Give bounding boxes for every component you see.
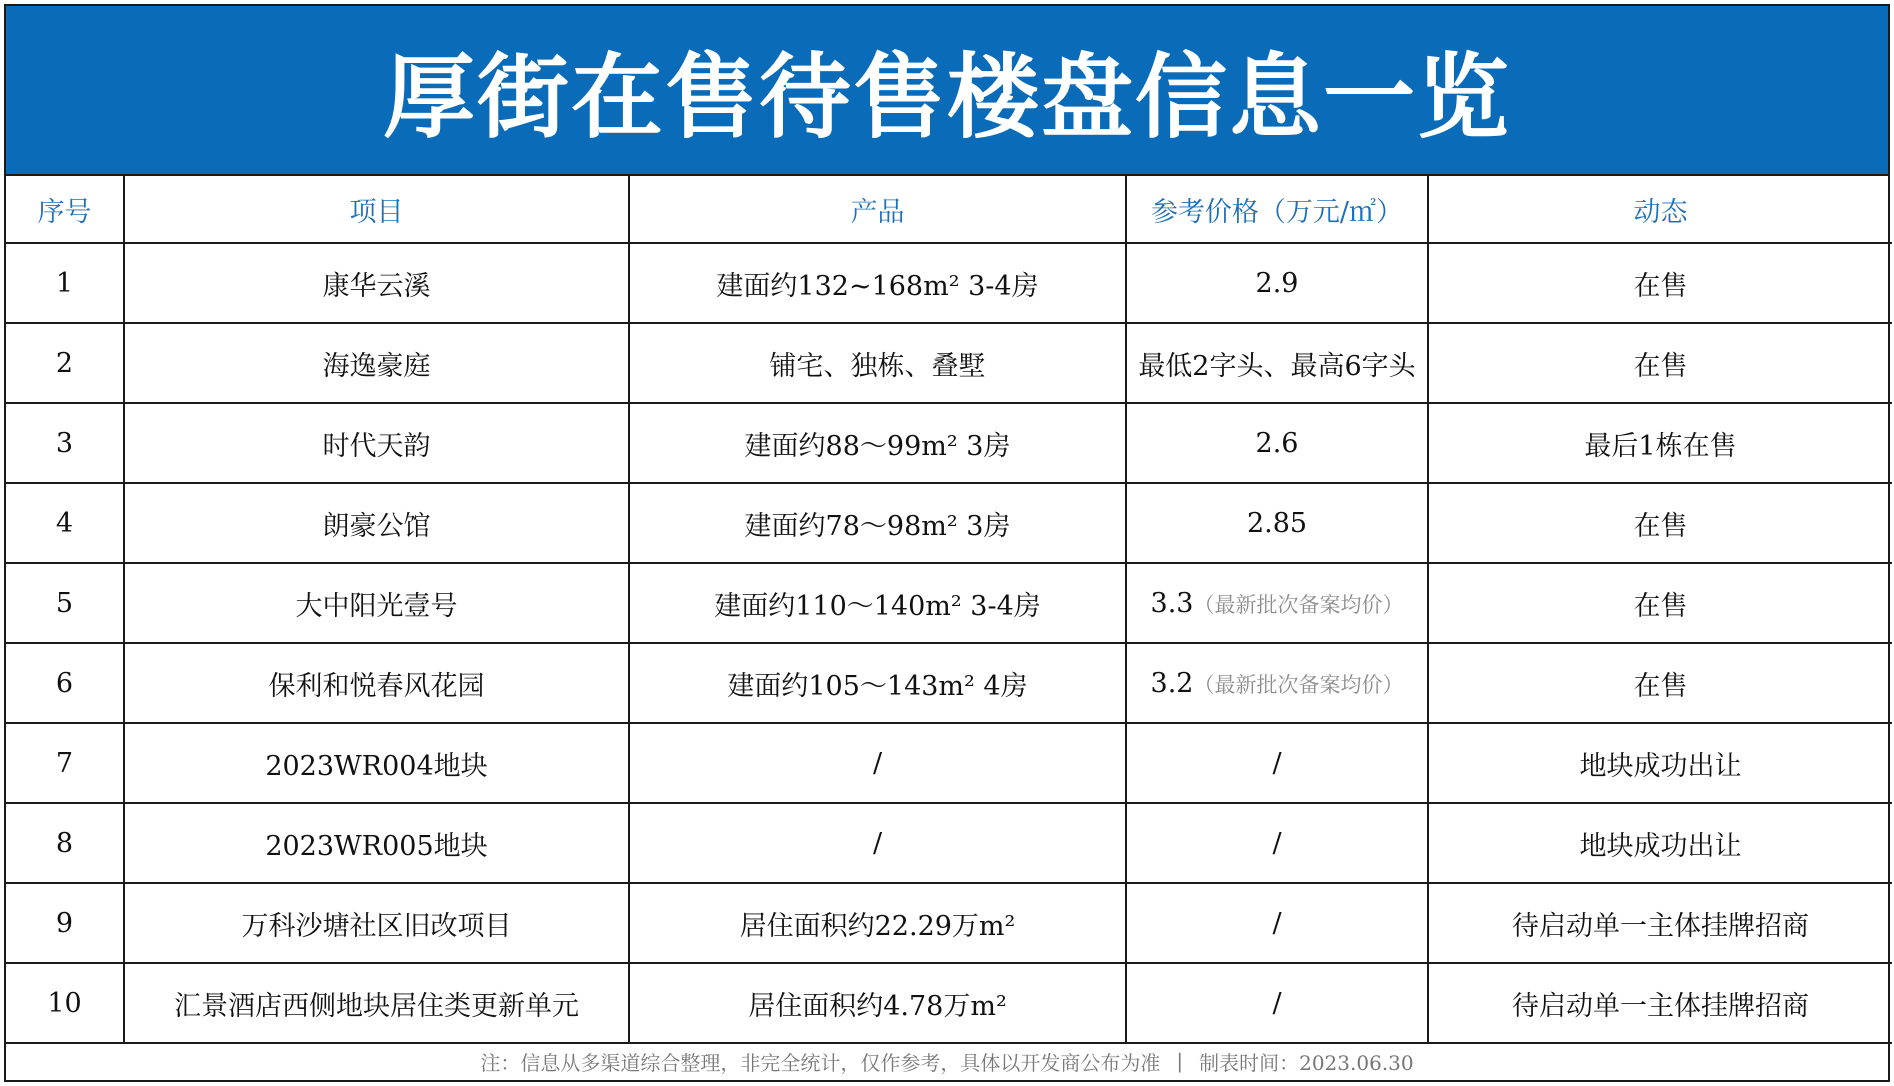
cell-status: 在售 — [1428, 243, 1892, 323]
price-value: 2.9 — [1255, 267, 1299, 299]
cell-price — [1126, 723, 1428, 803]
price-value: / — [1272, 747, 1282, 779]
cell-index: 3 — [6, 403, 124, 483]
cell-project: 汇景酒店西侧地块居住类更新单元 — [124, 963, 629, 1043]
price-value: 3.3 — [1150, 587, 1194, 619]
cell-index: 7 — [6, 723, 124, 803]
cell-price — [1126, 643, 1428, 723]
cell-index: 5 — [6, 563, 124, 643]
listing-table — [6, 176, 1892, 1044]
price-note: （最新批次备案均价） — [1193, 672, 1404, 697]
table-header-row — [6, 176, 1892, 243]
cell-status: 在售 — [1428, 563, 1892, 643]
footer-note — [6, 1042, 1888, 1080]
cell-index: 2 — [6, 323, 124, 403]
cell-price — [1126, 963, 1428, 1043]
cell-price — [1126, 483, 1428, 563]
cell-status: 地块成功出让 — [1428, 803, 1892, 883]
table-row — [6, 483, 1892, 563]
cell-project: 保利和悦春风花园 — [124, 643, 629, 723]
cell-project: 海逸豪庭 — [124, 323, 629, 403]
cell-index: 8 — [6, 803, 124, 883]
cell-price — [1126, 243, 1428, 323]
title-banner — [6, 6, 1888, 176]
price-value: 2.6 — [1255, 427, 1299, 459]
cell-index: 4 — [6, 483, 124, 563]
cell-product: 建面约132~168m² 3-4房 — [629, 243, 1126, 323]
cell-status: 在售 — [1428, 483, 1892, 563]
cell-status: 在售 — [1428, 323, 1892, 403]
footer-disclaimer: 注：信息从多渠道综合整理，非完全统计，仅作参考，具体以开发商公布为准 — [480, 1050, 1161, 1075]
listing-sheet — [4, 4, 1890, 1082]
cell-index: 9 — [6, 883, 124, 963]
cell-price — [1126, 403, 1428, 483]
header-price: 参考价格（万元/㎡） — [1126, 176, 1428, 243]
page-title: 厚街在售待售楼盘信息一览 — [382, 43, 1511, 151]
price-value: 最低2字头、最高6字头 — [1138, 350, 1416, 382]
cell-project: 2023WR005地块 — [124, 803, 629, 883]
cell-index: 1 — [6, 243, 124, 323]
cell-status: 在售 — [1428, 643, 1892, 723]
header-status: 动态 — [1428, 176, 1892, 243]
cell-project: 时代天韵 — [124, 403, 629, 483]
cell-product: 建面约78～98m² 3房 — [629, 483, 1126, 563]
cell-product: 建面约105～143m² 4房 — [629, 643, 1126, 723]
footer-separator: | — [1176, 1049, 1184, 1073]
header-project: 项目 — [124, 176, 629, 243]
cell-project: 万科沙塘社区旧改项目 — [124, 883, 629, 963]
cell-product: / — [629, 723, 1126, 803]
table-row — [6, 883, 1892, 963]
cell-status: 待启动单一主体挂牌招商 — [1428, 883, 1892, 963]
table-row — [6, 963, 1892, 1043]
cell-product: 居住面积约4.78万m² — [629, 963, 1126, 1043]
table-row — [6, 803, 1892, 883]
cell-status: 待启动单一主体挂牌招商 — [1428, 963, 1892, 1043]
cell-status: 地块成功出让 — [1428, 723, 1892, 803]
price-note: （最新批次备案均价） — [1193, 592, 1404, 617]
cell-index: 10 — [6, 963, 124, 1043]
table-row — [6, 243, 1892, 323]
table-row — [6, 323, 1892, 403]
cell-price — [1126, 883, 1428, 963]
cell-project: 大中阳光壹号 — [124, 563, 629, 643]
cell-price — [1126, 803, 1428, 883]
price-value: 3.2 — [1150, 667, 1194, 699]
cell-product: 铺宅、独栋、叠墅 — [629, 323, 1126, 403]
cell-project: 康华云溪 — [124, 243, 629, 323]
price-value: / — [1272, 827, 1282, 859]
cell-project: 2023WR004地块 — [124, 723, 629, 803]
price-value: 2.85 — [1246, 507, 1308, 539]
table-row — [6, 643, 1892, 723]
cell-product: 居住面积约22.29万m² — [629, 883, 1126, 963]
cell-product: / — [629, 803, 1126, 883]
cell-status: 最后1栋在售 — [1428, 403, 1892, 483]
cell-index: 6 — [6, 643, 124, 723]
cell-price — [1126, 323, 1428, 403]
footer-date: 制表时间：2023.06.30 — [1199, 1050, 1414, 1075]
cell-product: 建面约88～99m² 3房 — [629, 403, 1126, 483]
header-index: 序号 — [6, 176, 124, 243]
table-row — [6, 723, 1892, 803]
table-row — [6, 563, 1892, 643]
header-product: 产品 — [629, 176, 1126, 243]
cell-price — [1126, 563, 1428, 643]
table-row — [6, 403, 1892, 483]
price-value: / — [1272, 987, 1282, 1019]
cell-project: 朗豪公馆 — [124, 483, 629, 563]
price-value: / — [1272, 907, 1282, 939]
cell-product: 建面约110～140m² 3-4房 — [629, 563, 1126, 643]
